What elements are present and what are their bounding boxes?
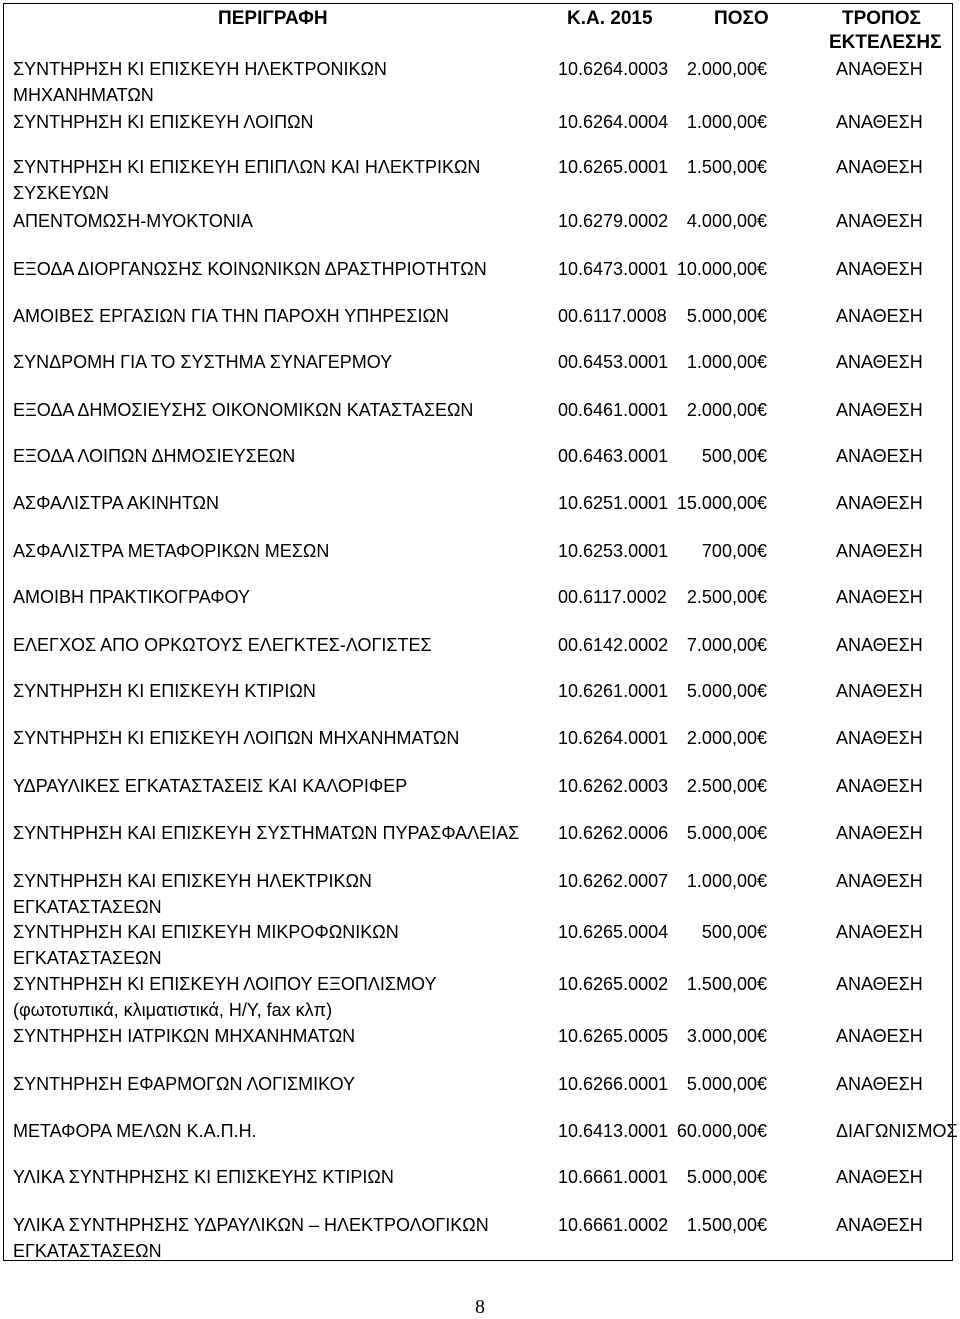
row-method: ΑΝΑΘΕΣΗ — [836, 541, 923, 561]
row-method: ΑΝΑΘΕΣΗ — [836, 823, 923, 843]
row-amount: 700,00€ — [701, 541, 767, 561]
row-method: ΑΝΑΘΕΣΗ — [836, 306, 923, 326]
row-amount: 15.000,00€ — [676, 493, 767, 513]
page-number: 8 — [475, 1296, 485, 1318]
row-ka-code: 00.6463.0001 — [558, 446, 669, 466]
row-ka-code: 00.6117.0002 — [558, 587, 667, 607]
row-ka-code: 10.6265.0004 — [558, 922, 669, 942]
row-method: ΑΝΑΘΕΣΗ — [836, 922, 923, 942]
row-ka-code: 10.6251.0001 — [558, 493, 669, 513]
header-method: ΤΡΟΠΟΣ — [842, 8, 921, 29]
row-amount: 5.000,00€ — [686, 823, 767, 843]
row-method: ΔΙΑΓΩΝΙΣΜΟΣ — [836, 1121, 958, 1141]
row-method: ΑΝΑΘΕΣΗ — [836, 587, 923, 607]
row-description: ΥΛΙΚΑ ΣΥΝΤΗΡΗΣΗΣ ΥΔΡΑΥΛΙΚΩΝ – ΗΛΕΚΤΡΟΛΟΓΙΚΩΝ — [13, 1215, 489, 1235]
row-amount: 2.000,00€ — [686, 728, 767, 748]
row-method: ΑΝΑΘΕΣΗ — [836, 681, 923, 701]
row-description: ΣΥΝΤΗΡΗΣΗ ΕΦΑΡΜΟΓΩΝ ΛΟΓΙΣΜΙΚΟΥ — [13, 1074, 356, 1094]
row-description: ΕΞΟΔΑ ΔΗΜΟΣΙΕΥΣΗΣ ΟΙΚΟΝΟΜΙΚΩΝ ΚΑΤΑΣΤΑΣΕΩΝ — [13, 400, 474, 420]
row-ka-code: 10.6262.0006 — [558, 823, 669, 843]
row-ka-code: 10.6262.0007 — [558, 871, 669, 891]
row-description: ΣΥΝΤΗΡΗΣΗ ΚΙ ΕΠΙΣΚΕΥΗ ΛΟΙΠΩΝ — [13, 112, 314, 132]
row-description: ΕΞΟΔΑ ΛΟΙΠΩΝ ΔΗΜΟΣΙΕΥΣΕΩΝ — [13, 446, 296, 466]
row-description: ΣΥΝΤΗΡΗΣΗ ΚΙ ΕΠΙΣΚΕΥΗ ΕΠΙΠΛΩΝ ΚΑΙ ΗΛΕΚΤΡΙΚΩΝ — [13, 157, 481, 177]
row-ka-code: 10.6661.0001 — [558, 1167, 669, 1187]
row-amount: 2.500,00€ — [686, 587, 767, 607]
row-method: ΑΝΑΘΕΣΗ — [836, 974, 923, 994]
row-amount: 5.000,00€ — [686, 681, 767, 701]
row-method: ΑΝΑΘΕΣΗ — [836, 493, 923, 513]
row-description: ΑΣΦΑΛΙΣΤΡΑ ΑΚΙΝΗΤΩΝ — [13, 493, 219, 513]
row-amount: 500,00€ — [701, 922, 767, 942]
row-method: ΑΝΑΘΕΣΗ — [836, 1167, 923, 1187]
row-ka-code: 00.6117.0008 — [558, 306, 667, 326]
row-ka-code: 00.6461.0001 — [558, 400, 669, 420]
row-method: ΑΝΑΘΕΣΗ — [836, 1215, 923, 1235]
row-description: ΣΥΝΤΗΡΗΣΗ ΚΑΙ ΕΠΙΣΚΕΥΗ ΜΙΚΡΟΦΩΝΙΚΩΝ — [13, 922, 399, 942]
header-method-line2: ΕΚΤΕΛΕΣΗΣ — [829, 32, 942, 53]
row-description: ΣΥΝΔΡΟΜΗ ΓΙΑ ΤΟ ΣΥΣΤΗΜΑ ΣΥΝΑΓΕΡΜΟΥ — [13, 352, 393, 372]
row-ka-code: 10.6253.0001 — [558, 541, 669, 561]
row-method: ΑΝΑΘΕΣΗ — [836, 157, 923, 177]
row-ka-code: 10.6661.0002 — [558, 1215, 669, 1235]
row-description-line2: ΜΗΧΑΝΗΜΑΤΩΝ — [13, 85, 154, 105]
row-amount: 2.500,00€ — [686, 776, 767, 796]
row-amount: 2.000,00€ — [686, 400, 767, 420]
row-method: ΑΝΑΘΕΣΗ — [836, 211, 923, 231]
row-ka-code: 10.6264.0004 — [558, 112, 669, 132]
row-method: ΑΝΑΘΕΣΗ — [836, 776, 923, 796]
row-description: ΑΣΦΑΛΙΣΤΡΑ ΜΕΤΑΦΟΡΙΚΩΝ ΜΕΣΩΝ — [13, 541, 330, 561]
row-method: ΑΝΑΘΕΣΗ — [836, 352, 923, 372]
row-ka-code: 10.6413.0001 — [558, 1121, 669, 1141]
row-amount: 5.000,00€ — [686, 1074, 767, 1094]
row-ka-code: 00.6453.0001 — [558, 352, 669, 372]
row-description-line2: (φωτοτυπικά, κλιματιστικά, Η/Υ, fax κλπ) — [13, 1000, 333, 1020]
row-description: ΥΛΙΚΑ ΣΥΝΤΗΡΗΣΗΣ ΚΙ ΕΠΙΣΚΕΥΗΣ ΚΤΙΡΙΩΝ — [13, 1167, 394, 1187]
row-method: ΑΝΑΘΕΣΗ — [836, 59, 923, 79]
row-amount: 5.000,00€ — [686, 1167, 767, 1187]
row-description: ΣΥΝΤΗΡΗΣΗ ΚΑΙ ΕΠΙΣΚΕΥΗ ΣΥΣΤΗΜΑΤΩΝ ΠΥΡΑΣΦΑΛΕΙΑΣ — [13, 823, 520, 843]
row-amount: 500,00€ — [701, 446, 767, 466]
row-ka-code: 10.6279.0002 — [558, 211, 669, 231]
row-ka-code: 10.6266.0001 — [558, 1074, 669, 1094]
row-ka-code: 10.6262.0003 — [558, 776, 669, 796]
row-description: ΕΛΕΓΧΟΣ ΑΠΟ ΟΡΚΩΤΟΥΣ ΕΛΕΓΚΤΕΣ-ΛΟΓΙΣΤΕΣ — [13, 635, 432, 655]
row-ka-code: 00.6142.0002 — [558, 635, 669, 655]
row-method: ΑΝΑΘΕΣΗ — [836, 112, 923, 132]
row-amount: 3.000,00€ — [686, 1026, 767, 1046]
row-amount: 60.000,00€ — [676, 1121, 767, 1141]
row-description: ΜΕΤΑΦΟΡΑ ΜΕΛΩΝ Κ.Α.Π.Η. — [13, 1121, 257, 1141]
row-amount: 1.000,00€ — [686, 871, 767, 891]
row-ka-code: 10.6261.0001 — [558, 681, 669, 701]
row-description: ΣΥΝΤΗΡΗΣΗ ΚΙ ΕΠΙΣΚΕΥΗ ΚΤΙΡΙΩΝ — [13, 681, 316, 701]
row-amount: 1.500,00€ — [686, 157, 767, 177]
row-amount: 1.000,00€ — [686, 112, 767, 132]
row-method: ΑΝΑΘΕΣΗ — [836, 259, 923, 279]
row-amount: 7.000,00€ — [686, 635, 767, 655]
row-amount: 5.000,00€ — [686, 306, 767, 326]
row-description: ΕΞΟΔΑ ΔΙΟΡΓΑΝΩΣΗΣ ΚΟΙΝΩΝΙΚΩΝ ΔΡΑΣΤΗΡΙΟΤΗΤΩΝ — [13, 259, 487, 279]
row-description: ΣΥΝΤΗΡΗΣΗ ΚΑΙ ΕΠΙΣΚΕΥΗ ΗΛΕΚΤΡΙΚΩΝ — [13, 871, 372, 891]
row-description: ΑΜΟΙΒΕΣ ΕΡΓΑΣΙΩΝ ΓΙΑ ΤΗΝ ΠΑΡΟΧΗ ΥΠΗΡΕΣΙΩΝ — [13, 306, 449, 326]
row-description: ΣΥΝΤΗΡΗΣΗ ΙΑΤΡΙΚΩΝ ΜΗΧΑΝΗΜΑΤΩΝ — [13, 1026, 356, 1046]
expense-table — [3, 3, 958, 1261]
row-amount: 4.000,00€ — [686, 211, 767, 231]
row-description: ΣΥΝΤΗΡΗΣΗ ΚΙ ΕΠΙΣΚΕΥΗ ΛΟΙΠΟΥ ΕΞΟΠΛΙΣΜΟΥ — [13, 974, 437, 994]
row-ka-code: 10.6265.0002 — [558, 974, 669, 994]
row-amount: 1.000,00€ — [686, 352, 767, 372]
row-ka-code: 10.6265.0005 — [558, 1026, 669, 1046]
row-ka-code: 10.6264.0003 — [558, 59, 669, 79]
row-ka-code: 10.6265.0001 — [558, 157, 669, 177]
row-description: ΣΥΝΤΗΡΗΣΗ ΚΙ ΕΠΙΣΚΕΥΗ ΗΛΕΚΤΡΟΝΙΚΩΝ — [13, 59, 387, 79]
row-amount: 2.000,00€ — [686, 59, 767, 79]
row-description: ΥΔΡΑΥΛΙΚΕΣ ΕΓΚΑΤΑΣΤΑΣΕΙΣ ΚΑΙ ΚΑΛΟΡΙΦΕΡ — [13, 776, 408, 796]
header-ka: Κ.Α. 2015 — [567, 8, 653, 29]
row-method: ΑΝΑΘΕΣΗ — [836, 1026, 923, 1046]
header-amount: ΠΟΣΟ — [714, 8, 769, 29]
row-method: ΑΝΑΘΕΣΗ — [836, 1074, 923, 1094]
row-method: ΑΝΑΘΕΣΗ — [836, 728, 923, 748]
row-description: ΣΥΝΤΗΡΗΣΗ ΚΙ ΕΠΙΣΚΕΥΗ ΛΟΙΠΩΝ ΜΗΧΑΝΗΜΑΤΩΝ — [13, 728, 460, 748]
row-method: ΑΝΑΘΕΣΗ — [836, 400, 923, 420]
row-description: ΑΠΕΝΤΟΜΩΣΗ-ΜΥΟΚΤΟΝΙΑ — [13, 211, 253, 231]
row-ka-code: 10.6473.0001 — [558, 259, 669, 279]
row-amount: 10.000,00€ — [676, 259, 767, 279]
header-description: ΠΕΡΙΓΡΑΦΗ — [218, 8, 328, 29]
row-method: ΑΝΑΘΕΣΗ — [836, 635, 923, 655]
row-description-line2: ΕΓΚΑΤΑΣΤΑΣΕΩΝ — [13, 1241, 162, 1261]
row-description-line2: ΣΥΣΚΕΥΩΝ — [13, 183, 109, 203]
row-amount: 1.500,00€ — [686, 1215, 767, 1235]
row-description: ΑΜΟΙΒΗ ΠΡΑΚΤΙΚΟΓΡΑΦΟΥ — [13, 587, 250, 607]
row-ka-code: 10.6264.0001 — [558, 728, 669, 748]
row-amount: 1.500,00€ — [686, 974, 767, 994]
row-description-line2: ΕΓΚΑΤΑΣΤΑΣΕΩΝ — [13, 897, 162, 917]
row-description-line2: ΕΓΚΑΤΑΣΤΑΣΕΩΝ — [13, 948, 162, 968]
row-method: ΑΝΑΘΕΣΗ — [836, 871, 923, 891]
row-method: ΑΝΑΘΕΣΗ — [836, 446, 923, 466]
